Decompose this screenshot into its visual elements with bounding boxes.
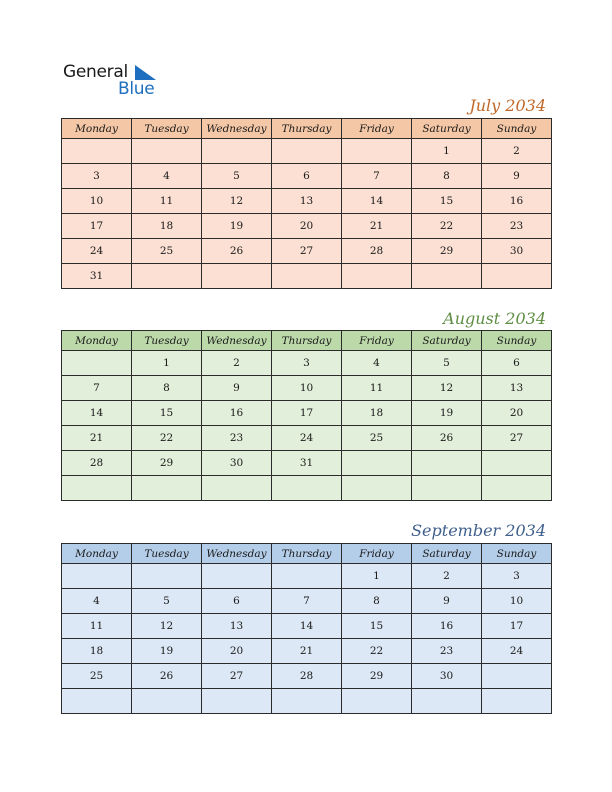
day-cell: 21	[272, 639, 342, 664]
weekday-header: Sunday	[482, 119, 552, 139]
day-cell: 2	[482, 139, 552, 164]
weekday-header: Tuesday	[132, 331, 202, 351]
day-cell: 1	[132, 351, 202, 376]
day-cell	[132, 476, 202, 501]
day-cell: 25	[62, 664, 132, 689]
week-row	[62, 614, 552, 639]
week-row	[62, 426, 552, 451]
day-cell	[62, 689, 132, 714]
week-row	[62, 664, 552, 689]
day-cell: 27	[272, 239, 342, 264]
day-cell	[272, 564, 342, 589]
month-title: September 2034	[411, 521, 546, 540]
week-row	[62, 689, 552, 714]
day-cell: 20	[202, 639, 272, 664]
day-cell	[272, 264, 342, 289]
day-cell: 1	[412, 139, 482, 164]
day-cell: 21	[62, 426, 132, 451]
day-cell	[132, 689, 202, 714]
day-cell	[202, 264, 272, 289]
day-cell: 22	[132, 426, 202, 451]
day-cell: 26	[132, 664, 202, 689]
weekday-header: Tuesday	[132, 119, 202, 139]
day-cell	[62, 564, 132, 589]
day-cell: 24	[482, 639, 552, 664]
week-row	[62, 564, 552, 589]
day-cell: 26	[202, 239, 272, 264]
weekday-header: Sunday	[482, 544, 552, 564]
day-cell: 14	[272, 614, 342, 639]
week-row	[62, 589, 552, 614]
day-cell: 28	[62, 451, 132, 476]
logo-word-blue: Blue	[118, 79, 155, 99]
week-row	[62, 476, 552, 501]
day-cell	[202, 689, 272, 714]
day-cell: 14	[342, 189, 412, 214]
day-cell: 29	[342, 664, 412, 689]
month-title: July 2034	[469, 96, 546, 115]
day-cell: 17	[62, 214, 132, 239]
day-cell: 23	[202, 426, 272, 451]
day-cell	[482, 664, 552, 689]
logo	[63, 62, 163, 102]
weekday-header: Thursday	[272, 331, 342, 351]
day-cell: 5	[202, 164, 272, 189]
calendar-table	[61, 118, 552, 289]
weekday-header: Thursday	[272, 544, 342, 564]
weekday-header-row	[62, 331, 552, 351]
day-cell: 13	[482, 376, 552, 401]
day-cell: 20	[482, 401, 552, 426]
calendar-table	[61, 330, 552, 501]
day-cell	[412, 689, 482, 714]
day-cell: 4	[342, 351, 412, 376]
day-cell: 11	[342, 376, 412, 401]
day-cell: 9	[482, 164, 552, 189]
weekday-header: Wednesday	[202, 119, 272, 139]
day-cell	[202, 476, 272, 501]
day-cell: 30	[482, 239, 552, 264]
week-row	[62, 639, 552, 664]
day-cell	[342, 139, 412, 164]
day-cell: 10	[272, 376, 342, 401]
day-cell: 25	[132, 239, 202, 264]
weekday-header: Thursday	[272, 119, 342, 139]
day-cell	[482, 264, 552, 289]
day-cell: 2	[202, 351, 272, 376]
day-cell: 31	[62, 264, 132, 289]
day-cell	[342, 689, 412, 714]
week-row	[62, 164, 552, 189]
weekday-header: Monday	[62, 119, 132, 139]
day-cell: 12	[202, 189, 272, 214]
day-cell: 7	[272, 589, 342, 614]
day-cell	[482, 476, 552, 501]
day-cell	[202, 139, 272, 164]
day-cell: 18	[132, 214, 202, 239]
calendar-table	[61, 543, 552, 714]
day-cell: 2	[412, 564, 482, 589]
day-cell: 18	[62, 639, 132, 664]
day-cell: 30	[202, 451, 272, 476]
day-cell: 30	[412, 664, 482, 689]
day-cell	[272, 476, 342, 501]
day-cell	[272, 689, 342, 714]
week-row	[62, 239, 552, 264]
day-cell: 15	[132, 401, 202, 426]
day-cell: 22	[342, 639, 412, 664]
day-cell	[62, 476, 132, 501]
week-row	[62, 214, 552, 239]
day-cell: 3	[482, 564, 552, 589]
week-row	[62, 401, 552, 426]
day-cell: 23	[482, 214, 552, 239]
day-cell: 19	[202, 214, 272, 239]
week-row	[62, 451, 552, 476]
weekday-header: Wednesday	[202, 331, 272, 351]
day-cell: 9	[202, 376, 272, 401]
day-cell: 26	[412, 426, 482, 451]
day-cell	[342, 264, 412, 289]
day-cell: 8	[342, 589, 412, 614]
day-cell: 17	[272, 401, 342, 426]
weekday-header-row	[62, 544, 552, 564]
weekday-header: Wednesday	[202, 544, 272, 564]
week-row	[62, 139, 552, 164]
day-cell: 11	[132, 189, 202, 214]
day-cell: 15	[412, 189, 482, 214]
day-cell: 18	[342, 401, 412, 426]
day-cell: 22	[412, 214, 482, 239]
day-cell: 11	[62, 614, 132, 639]
day-cell: 6	[482, 351, 552, 376]
day-cell: 5	[412, 351, 482, 376]
day-cell: 28	[342, 239, 412, 264]
day-cell: 24	[272, 426, 342, 451]
logo-word-general: General	[63, 62, 128, 82]
week-row	[62, 376, 552, 401]
day-cell: 13	[272, 189, 342, 214]
day-cell	[412, 264, 482, 289]
day-cell: 14	[62, 401, 132, 426]
day-cell: 13	[202, 614, 272, 639]
day-cell: 19	[132, 639, 202, 664]
day-cell: 8	[412, 164, 482, 189]
day-cell	[412, 476, 482, 501]
week-row	[62, 189, 552, 214]
day-cell: 6	[202, 589, 272, 614]
weekday-header: Saturday	[412, 331, 482, 351]
day-cell: 28	[272, 664, 342, 689]
day-cell: 24	[62, 239, 132, 264]
week-row	[62, 351, 552, 376]
day-cell: 1	[342, 564, 412, 589]
day-cell: 5	[132, 589, 202, 614]
day-cell: 31	[272, 451, 342, 476]
weekday-header: Saturday	[412, 119, 482, 139]
day-cell	[62, 139, 132, 164]
day-cell	[132, 264, 202, 289]
day-cell	[132, 139, 202, 164]
day-cell: 15	[342, 614, 412, 639]
day-cell: 12	[132, 614, 202, 639]
day-cell: 7	[62, 376, 132, 401]
weekday-header-row	[62, 119, 552, 139]
week-row	[62, 264, 552, 289]
weekday-header: Saturday	[412, 544, 482, 564]
day-cell: 3	[62, 164, 132, 189]
day-cell	[342, 476, 412, 501]
day-cell: 17	[482, 614, 552, 639]
month-title: August 2034	[443, 309, 546, 328]
weekday-header: Friday	[342, 544, 412, 564]
day-cell	[202, 564, 272, 589]
day-cell	[272, 139, 342, 164]
day-cell: 25	[342, 426, 412, 451]
day-cell: 10	[482, 589, 552, 614]
day-cell: 16	[412, 614, 482, 639]
weekday-header: Monday	[62, 331, 132, 351]
day-cell: 27	[482, 426, 552, 451]
day-cell	[482, 689, 552, 714]
day-cell	[482, 451, 552, 476]
day-cell: 21	[342, 214, 412, 239]
day-cell: 23	[412, 639, 482, 664]
weekday-header: Friday	[342, 331, 412, 351]
weekday-header: Sunday	[482, 331, 552, 351]
day-cell	[62, 351, 132, 376]
day-cell: 20	[272, 214, 342, 239]
day-cell: 19	[412, 401, 482, 426]
day-cell: 27	[202, 664, 272, 689]
day-cell: 7	[342, 164, 412, 189]
weekday-header: Tuesday	[132, 544, 202, 564]
day-cell: 9	[412, 589, 482, 614]
day-cell	[342, 451, 412, 476]
day-cell	[132, 564, 202, 589]
day-cell: 6	[272, 164, 342, 189]
day-cell: 4	[62, 589, 132, 614]
day-cell: 16	[202, 401, 272, 426]
day-cell: 29	[132, 451, 202, 476]
day-cell: 16	[482, 189, 552, 214]
day-cell: 29	[412, 239, 482, 264]
weekday-header: Friday	[342, 119, 412, 139]
day-cell: 12	[412, 376, 482, 401]
day-cell	[412, 451, 482, 476]
weekday-header: Monday	[62, 544, 132, 564]
day-cell: 8	[132, 376, 202, 401]
day-cell: 3	[272, 351, 342, 376]
day-cell: 10	[62, 189, 132, 214]
day-cell: 4	[132, 164, 202, 189]
